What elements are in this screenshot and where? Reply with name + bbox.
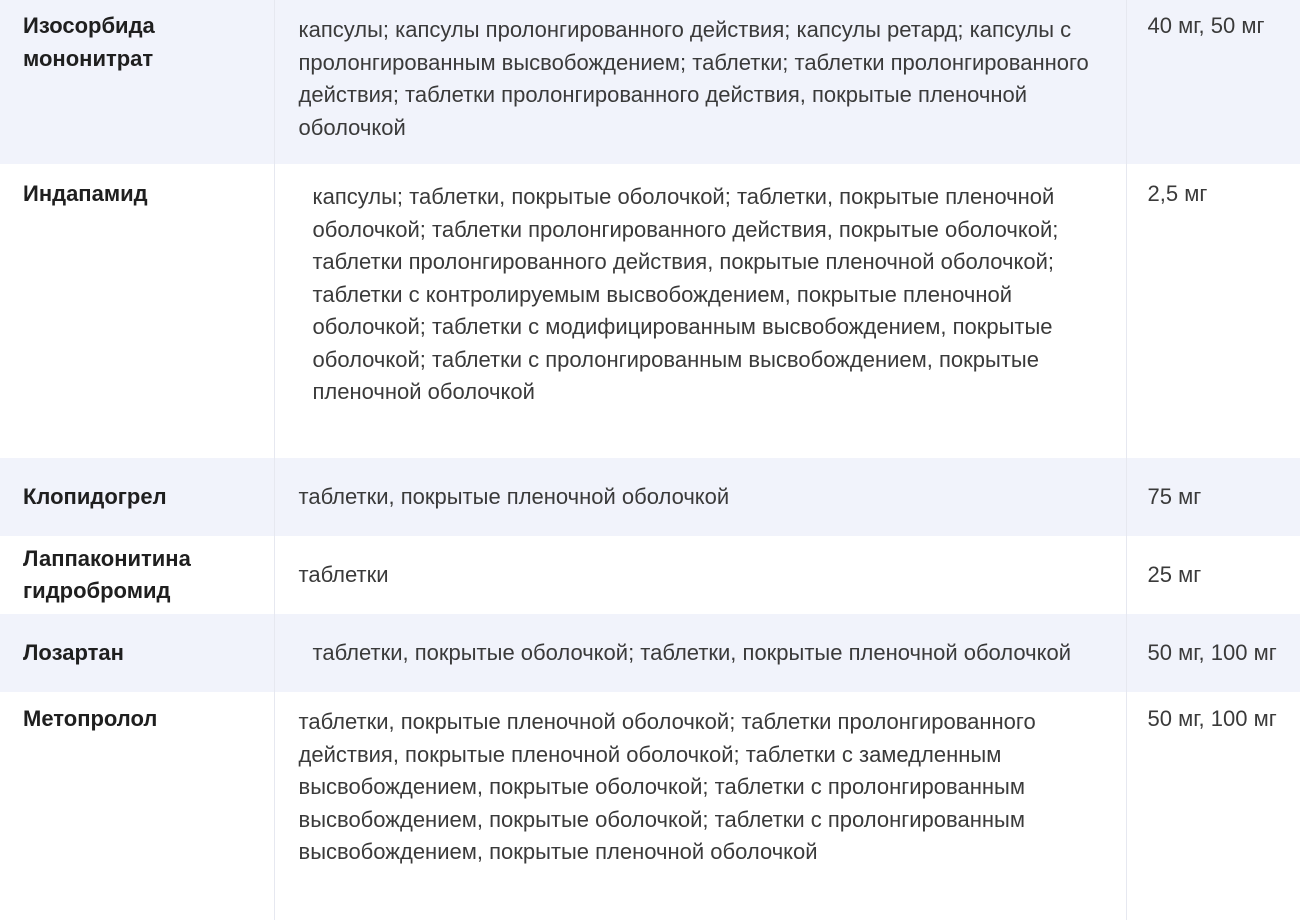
dosage-forms: капсулы; капсулы пролонгированного действия; капсулы ретард; капсулы с пролонгированным высвобождением; таблетки; таблетки пролонгированного действия; таблетки пролонгированного действия, покрытые пленочной оболочкой xyxy=(274,0,1126,164)
table-row xyxy=(0,692,1300,920)
dosage-forms: таблетки, покрытые пленочной оболочкой; таблетки пролонгированного действия, покрытые пленочной оболочкой; таблетки с замедленным высвобождением, покрытые оболочкой; таблетки с пролонгированным высвобождением, покрытые оболочкой; таблетки с пролонгированным высвобождением, покрытые пленочной оболочкой xyxy=(274,692,1126,920)
dosage-strength: 50 мг, 100 мг xyxy=(1126,692,1300,920)
dosage-strength: 2,5 мг xyxy=(1126,164,1300,458)
drug-name: Лозартан xyxy=(0,614,274,692)
dosage-strength: 75 мг xyxy=(1126,458,1300,536)
table-row xyxy=(0,458,1300,536)
drug-name: Индапамид xyxy=(0,164,274,458)
drug-name: Изосорбида мононитрат xyxy=(0,0,274,164)
table-row xyxy=(0,536,1300,614)
table-row xyxy=(0,0,1300,164)
drug-name: Лаппаконитина гидробромид xyxy=(0,536,274,614)
dosage-forms: таблетки, покрытые пленочной оболочкой xyxy=(274,458,1126,536)
drug-name: Клопидогрел xyxy=(0,458,274,536)
dosage-forms: капсулы; таблетки, покрытые оболочкой; таблетки, покрытые пленочной оболочкой; таблетки пролонгированного действия, покрытые оболочкой; таблетки пролонгированного действия, покрытые пленочной оболочкой; таблетки с контролируемым высвобождением, покрытые пленочной оболочкой; таблетки с модифицированным высвобождением, покрытые оболочкой; таблетки с пролонгированным высвобождением, покрытые пленочной оболочкой xyxy=(274,164,1126,458)
drug-name: Метопролол xyxy=(0,692,274,920)
dosage-strength: 40 мг, 50 мг xyxy=(1126,0,1300,164)
dosage-forms: таблетки, покрытые оболочкой; таблетки, покрытые пленочной оболочкой xyxy=(274,614,1126,692)
table-row xyxy=(0,164,1300,458)
dosage-strength: 25 мг xyxy=(1126,536,1300,614)
dosage-strength: 50 мг, 100 мг xyxy=(1126,614,1300,692)
dosage-forms: таблетки xyxy=(274,536,1126,614)
table-row xyxy=(0,614,1300,692)
